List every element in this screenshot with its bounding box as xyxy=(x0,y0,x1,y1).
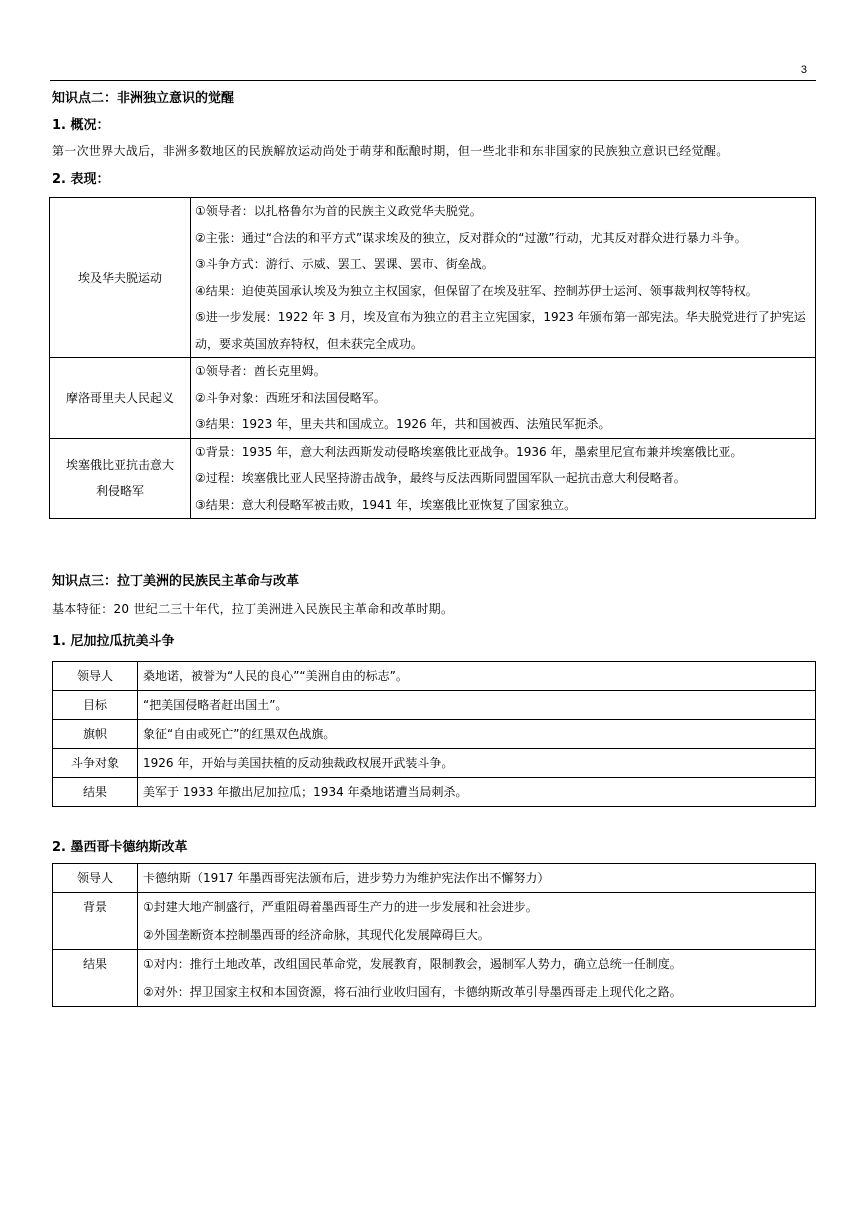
overview-text: 第一次世界大战后，非洲多数地区的民族解放运动尚处于萌芽和酝酿时期，但一些北非和东非国家的民族独立意识已经觉醒。 xyxy=(52,144,729,158)
table-row xyxy=(53,893,816,950)
line: ①领导者：酋长克里姆。 xyxy=(195,364,326,378)
table-row xyxy=(53,691,816,720)
africa-table xyxy=(49,197,816,519)
line: ②对外：捍卫国家主权和本国资源，将石油行业收归国有，卡德纳斯改革引导墨西哥走上现代化之路。 xyxy=(143,985,682,999)
line: ①封建大地产制盛行，严重阻碍着墨西哥生产力的进一步发展和社会进步。 xyxy=(143,900,538,914)
row-key: 领导人 xyxy=(53,662,138,691)
line: 卡德纳斯（1917 年墨西哥宪法颁布后，进步势力为维护宪法作出不懈努力） xyxy=(143,871,550,885)
table-row xyxy=(53,950,816,1007)
row-key: 埃塞俄比亚抗击意大利侵略军 xyxy=(50,438,191,519)
row-value xyxy=(138,893,816,950)
section2-title: 知识点二：非洲独立意识的觉醒 xyxy=(52,91,235,106)
overview-heading: 1. 概况： xyxy=(52,118,110,133)
row-value xyxy=(138,864,816,893)
table-row xyxy=(50,198,816,358)
line: ①背景：1935 年，意大利法西斯发动侵略埃塞俄比亚战争。1936 年，墨索里尼宣布兼并埃塞俄比亚。 xyxy=(195,444,743,459)
line: ②主张：通过“合法的和平方式”谋求埃及的独立，反对群众的“过激”行动，尤其反对群众进行暴力斗争。 xyxy=(195,230,747,245)
row-value: 象征“自由或死亡”的红黑双色战旗。 xyxy=(138,720,816,749)
line: ①领导者：以扎格鲁尔为首的民族主义政党华夫脱党。 xyxy=(195,204,482,218)
table-row xyxy=(53,778,816,807)
row-value: “把美国侵略者赶出国土”。 xyxy=(138,691,816,720)
manifest-heading: 2. 表现： xyxy=(52,172,110,187)
row-key: 埃及华夫脱运动 xyxy=(50,198,191,358)
row-value xyxy=(191,438,816,519)
basic-text: 基本特征：20 世纪二三十年代，拉丁美洲进入民族民主革命和改革时期。 xyxy=(52,602,454,616)
mexico-heading: 2. 墨西哥卡德纳斯改革 xyxy=(52,840,188,855)
line: ②斗争对象：西班牙和法国侵略军。 xyxy=(195,390,386,405)
page-number: 3 xyxy=(800,64,807,76)
row-key: 领导人 xyxy=(53,864,138,893)
row-value: 桑地诺，被誉为“人民的良心”“美洲自由的标志”。 xyxy=(138,662,816,691)
table-row xyxy=(53,720,816,749)
line: ①对内：推行土地改革，改组国民革命党，发展教育，限制教会，遏制军人势力，确立总统一任制度。 xyxy=(143,957,682,971)
line: ③结果：1923 年，里夫共和国成立。1926 年，共和国被西、法殖民军扼杀。 xyxy=(195,417,611,431)
line: ⑤进一步发展：1922 年 3 月，埃及宣布为独立的君主立宪国家，1923 年颁布第一部宪法。华夫脱党进行了护宪运动，要求英国放弃特权，但未获完全成功。 xyxy=(195,310,806,351)
header-rule xyxy=(50,80,816,81)
row-value xyxy=(138,950,816,1007)
row-value: 美军于 1933 年撤出尼加拉瓜；1934 年桑地诺遭当局刺杀。 xyxy=(138,778,816,807)
row-key: 摩洛哥里夫人民起义 xyxy=(50,358,191,439)
row-key: 目标 xyxy=(53,691,138,720)
table-row xyxy=(50,358,816,439)
line: ③斗争方式：游行、示威、罢工、罢课、罢市、街垒战。 xyxy=(195,257,494,271)
row-key: 旗帜 xyxy=(53,720,138,749)
row-value xyxy=(191,198,816,358)
table-row xyxy=(53,749,816,778)
page-content xyxy=(52,88,816,1007)
row-key: 斗争对象 xyxy=(53,749,138,778)
section3-title: 知识点三：拉丁美洲的民族民主革命与改革 xyxy=(52,574,300,589)
line: ②外国垄断资本控制墨西哥的经济命脉，其现代化发展障碍巨大。 xyxy=(143,928,490,942)
row-key: 结果 xyxy=(53,778,138,807)
row-value xyxy=(191,358,816,439)
mexico-table xyxy=(52,863,816,1007)
line: ②过程：埃塞俄比亚人民坚持游击战争，最终与反法西斯同盟国军队一起抗击意大利侵略者。 xyxy=(195,471,686,485)
line: ③结果：意大利侵略军被击败，1941 年，埃塞俄比亚恢复了国家独立。 xyxy=(195,497,577,512)
row-key: 结果 xyxy=(53,950,138,1007)
table-row xyxy=(50,438,816,519)
nicaragua-heading: 1. 尼加拉瓜抗美斗争 xyxy=(52,634,175,649)
line: ④结果：迫使英国承认埃及为独立主权国家，但保留了在埃及驻军、控制苏伊士运河、领事裁判权等特权。 xyxy=(195,283,758,298)
table-row xyxy=(53,864,816,893)
table-row xyxy=(53,662,816,691)
nicaragua-table xyxy=(52,661,816,807)
row-value: 1926 年，开始与美国扶植的反动独裁政权展开武装斗争。 xyxy=(138,749,816,778)
row-key: 背景 xyxy=(53,893,138,950)
